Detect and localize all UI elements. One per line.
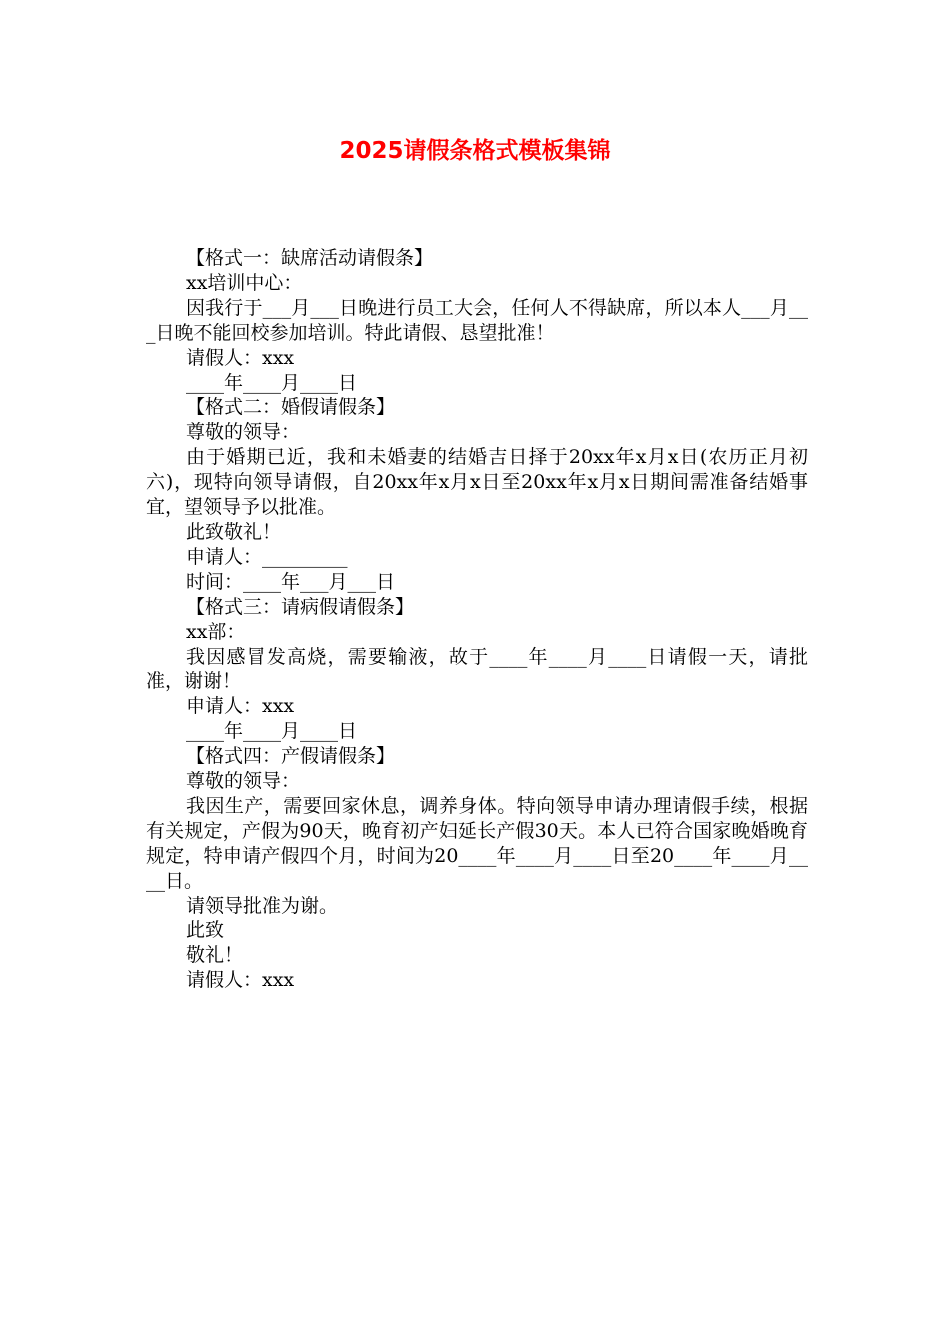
closing-line: 敬礼！ <box>186 944 244 967</box>
addressee-line: xx培训中心： <box>186 271 303 294</box>
section-heading-format-2: 【格式二：婚假请假条】 <box>186 396 396 419</box>
section-heading-format-4: 【格式四：产假请假条】 <box>186 745 396 768</box>
section-heading-format-3: 【格式三：请病假请假条】 <box>186 595 415 618</box>
closing-line: 此致 <box>186 919 225 942</box>
section-heading-format-1: 【格式一：缺席活动请假条】 <box>186 247 434 269</box>
document-title: 2025请假条格式模板集锦 <box>339 138 611 164</box>
body-paragraph: 由于婚期已近，我和未婚妻的结婚吉日择于20xx年x月x日(农历正月初六)，现特向领导请假，自20xx年x月x日至20xx年x月x日期间需准备结婚事宜，望领导予以批准。 <box>146 446 808 519</box>
body-paragraph: 因我行于___月___日晚进行员工大会，任何人不得缺席，所以本人___月___日晚不能回校参加培训。特此请假、恳望批准！ <box>146 296 808 344</box>
request-line: 请领导批准为谢。 <box>186 894 339 917</box>
date-line: 时间：____年___月___日 <box>186 570 396 593</box>
signer-line: 请假人：xxx <box>186 969 295 992</box>
date-line: ____年____月____日 <box>186 720 358 743</box>
document-body <box>146 246 808 993</box>
addressee-line: 尊敬的领导： <box>186 421 301 444</box>
signer-line: 请假人：xxx <box>186 346 295 369</box>
date-line: ____年____月____日 <box>186 371 358 394</box>
signer-line: 申请人：_________ <box>186 545 348 568</box>
addressee-line: xx部： <box>186 620 246 643</box>
addressee-line: 尊敬的领导： <box>186 770 301 793</box>
body-paragraph: 我因感冒发高烧，需要输液，故于____年____月____日请假一天，请批准，谢谢！ <box>146 645 808 693</box>
closing-line: 此致敬礼！ <box>186 520 282 543</box>
body-paragraph: 我因生产，需要回家休息，调养身体。特向领导申请办理请假手续，根据有关规定，产假为90天，晚育初产妇延长产假30天。本人已符合国家晚婚晚育规定，特申请产假四个月，时间为20____年____月____日至20____年____月____日。 <box>146 794 808 892</box>
signer-line: 申请人：xxx <box>186 695 295 718</box>
